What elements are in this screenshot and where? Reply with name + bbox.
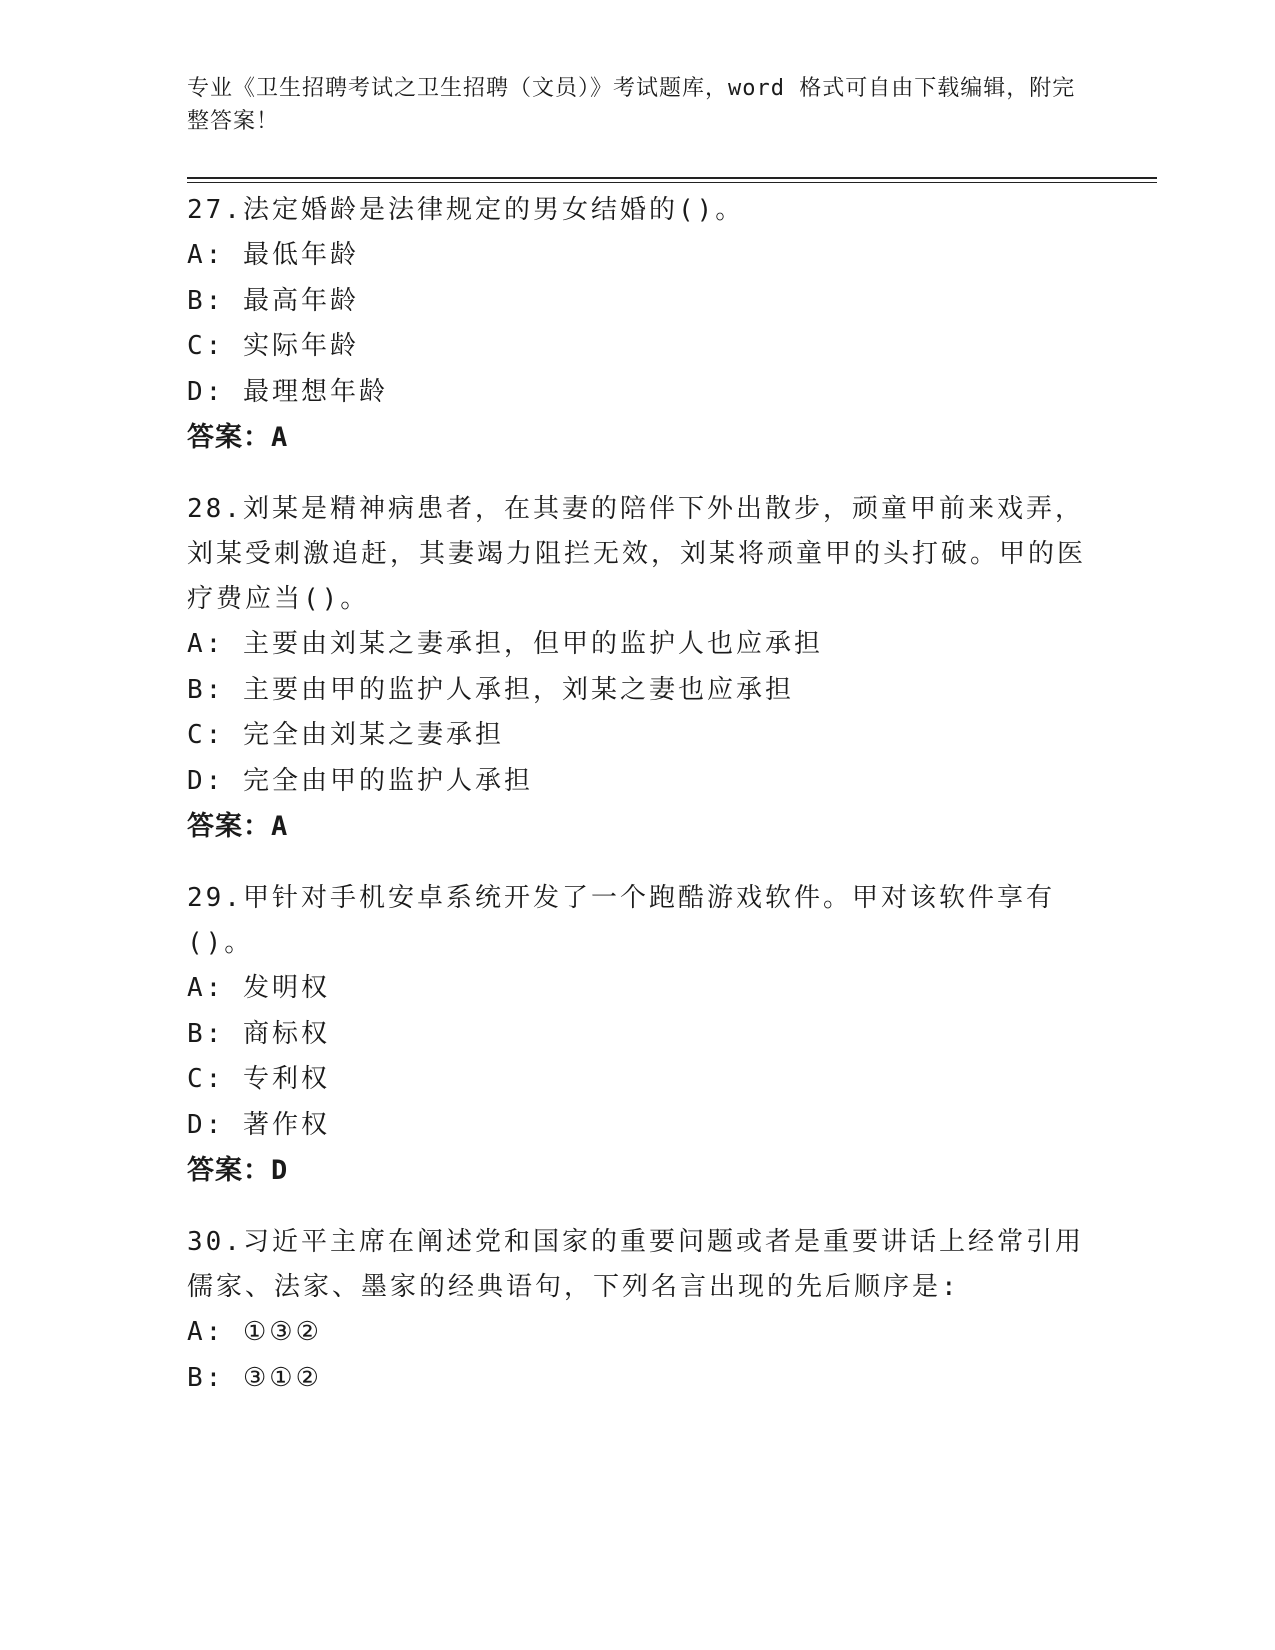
question-30	[187, 1220, 1087, 1401]
question-list	[187, 188, 1087, 1427]
option-d: D: 完全由甲的监护人承担	[187, 765, 533, 796]
option-b: B: ③①②	[187, 1362, 322, 1393]
option-c: C: 专利权	[187, 1064, 330, 1094]
header-divider-thin	[187, 182, 1157, 183]
option-b: B: 最高年龄	[187, 285, 359, 316]
question-27	[187, 188, 1087, 461]
answer: 答案：A	[187, 422, 289, 453]
option-c: C: 实际年龄	[187, 331, 359, 361]
option-a: A: 发明权	[187, 973, 330, 1003]
answer: 答案：D	[187, 1155, 289, 1186]
answer: 答案：A	[187, 811, 289, 842]
question-stem: 29.甲针对手机安卓系统开发了一个跑酷游戏软件。甲对该软件享有()。	[187, 883, 1055, 958]
option-d: D: 最理想年龄	[187, 376, 388, 407]
option-a: A: 主要由刘某之妻承担，但甲的监护人也应承担	[187, 629, 823, 659]
question-stem: 27.法定婚龄是法律规定的男女结婚的()。	[187, 195, 745, 225]
question-stem: 30.习近平主席在阐述党和国家的重要问题或者是重要讲话上经常引用儒家、法家、墨家的经典语句，下列名言出现的先后顺序是:	[187, 1227, 1084, 1302]
option-b: B: 主要由甲的监护人承担，刘某之妻也应承担	[187, 674, 794, 705]
option-c: C: 完全由刘某之妻承担	[187, 720, 504, 750]
document-header: 专业《卫生招聘考试之卫生招聘（文员）》考试题库，word 格式可自由下载编辑，附完整答案！	[187, 76, 1076, 134]
option-a: A: ①③②	[187, 1317, 322, 1347]
option-d: D: 著作权	[187, 1109, 330, 1140]
option-a: A: 最低年龄	[187, 240, 359, 270]
question-stem: 28.刘某是精神病患者，在其妻的陪伴下外出散步，顽童甲前来戏弄，刘某受刺激追赶，其妻竭力阻拦无效，刘某将顽童甲的头打破。甲的医疗费应当()。	[187, 494, 1087, 614]
header-divider	[187, 177, 1157, 179]
question-28	[187, 487, 1087, 850]
option-b: B: 商标权	[187, 1018, 330, 1049]
question-29	[187, 876, 1087, 1194]
